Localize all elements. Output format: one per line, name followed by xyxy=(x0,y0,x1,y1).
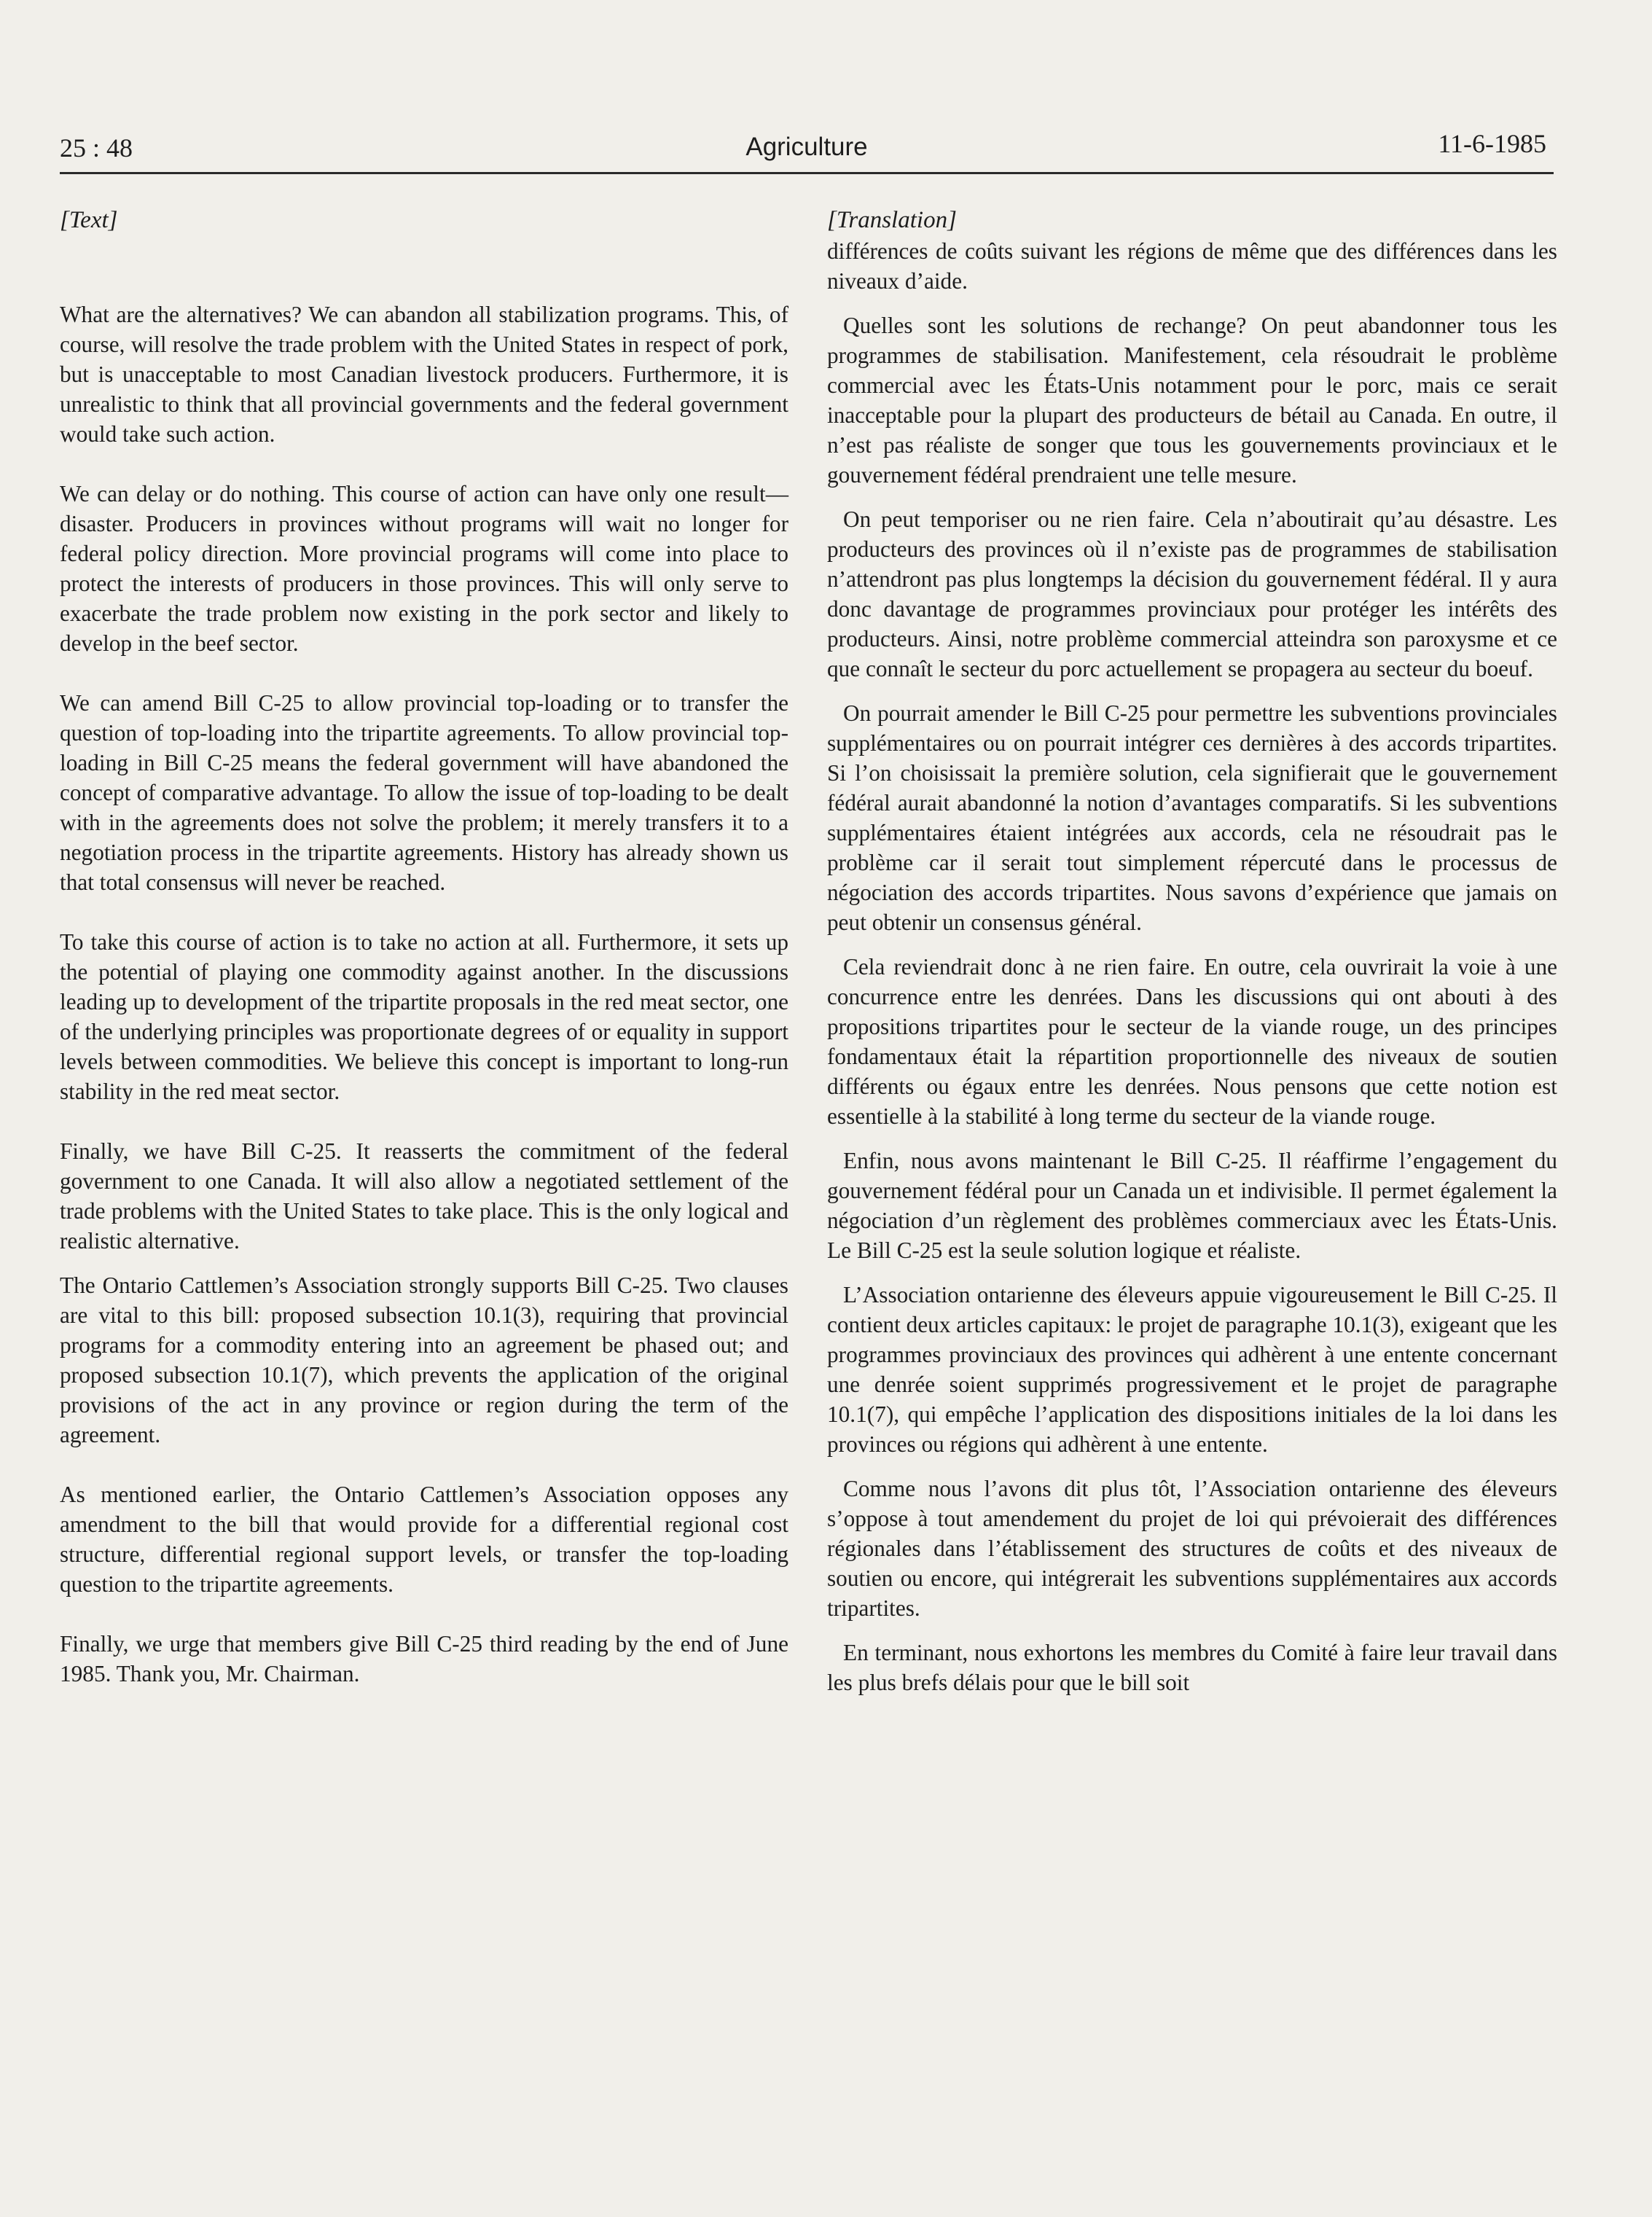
paragraph: As mentioned earlier, the Ontario Cattlemen’s Association opposes any amendment to the bill that would provide for a differential regional cost structure, differential regional support levels, or transfer the top-loading question to the tripartite agreements. xyxy=(60,1482,788,1597)
paragraph: Finally, we have Bill C-25. It reasserts the commitment of the federal government to one Canada. It will also allow a negotiated settlement of the trade problems with the United States to take place. This is the only logical and realistic alternative. xyxy=(60,1138,788,1254)
paragraph: Cela reviendrait donc à ne rien faire. En outre, cela ouvrirait la voie à une concurrence entre les denrées. Dans les discussions qui ont abouti à des propositions tripartites pour le secteur de la viande rouge, un des principes fondamentaux était la répartition proportionnelle des niveaux de soutien différents ou égaux entre les denrées. Nous pensons que cette notion est essentielle à la stabilité à long terme du secteur de la viande rouge. xyxy=(827,954,1557,1129)
page-reference: 25 : 48 xyxy=(60,133,133,163)
paragraph: Finally, we urge that members give Bill C-25 third reading by the end of June 1985. Thank you, Mr. Chairman. xyxy=(60,1631,788,1686)
paragraph: What are the alternatives? We can abandon all stabilization programs. This, of course, will resolve the trade problem with the United States in respect of pork, but is unacceptable to most Canadian livestock producers. Furthermore, it is unrealistic to think that all provincial governments and the federal government would take such action. xyxy=(60,302,788,447)
english-column xyxy=(60,204,788,1689)
paragraph: To take this course of action is to take no action at all. Furthermore, it sets up the potential of playing one commodity against another. In the discussions leading up to development of the tripartite proposals in the red meat sector, one of the underlying principles was proportionate degrees of or equality in support levels between commodities. We believe this concept is important to long-run stability in the red meat sector. xyxy=(60,929,788,1104)
page-title: Agriculture xyxy=(745,133,868,161)
text-label: [Text] xyxy=(60,207,118,233)
paragraph: En terminant, nous exhortons les membres du Comité à faire leur travail dans les plus brefs délais pour que le bill soit xyxy=(827,1640,1557,1695)
paragraph: We can delay or do nothing. This course of action can have only one result—disaster. Producers in provinces without programs will wait no longer for federal policy direction. More provincial programs will come into place to protect the interests of producers in those provinces. This will only serve to exacerbate the trade problem now existing in the pork sector and likely to develop in the beef sector. xyxy=(60,481,788,656)
translation-label: [Translation] xyxy=(827,207,957,233)
paragraph: différences de coûts suivant les régions de même que des différences dans les niveaux d’aide. xyxy=(827,238,1557,294)
paragraph: On peut temporiser ou ne rien faire. Cela n’aboutirait qu’au désastre. Les producteurs des provinces où il n’existe pas de programmes de stabilisation n’attendront pas plus longtemps la décision du gouvernement fédéral. Il y aura donc davantage de programmes provinciaux pour protéger les intérêts des producteurs. Ainsi, notre problème commercial atteindra son paroxysme et ce que connaît le secteur du porc actuellement se propagera au secteur du boeuf. xyxy=(827,507,1557,681)
paragraph: Enfin, nous avons maintenant le Bill C-25. Il réaffirme l’engagement du gouvernement fédéral pour un Canada un et indivisible. Il permet également la négociation d’un règlement des problèmes commerciaux avec les États-Unis. Le Bill C-25 est la seule solution logique et réaliste. xyxy=(827,1148,1557,1263)
paragraph: We can amend Bill C-25 to allow provincial top-loading or to transfer the question of top-loading into the tripartite agreements. To allow provincial top-loading in Bill C-25 means the federal government will have abandoned the concept of comparative advantage. To allow the issue of top-loading to be dealt with in the agreements does not solve the problem; it merely transfers it to a negotiation process in the tripartite agreements. History has already shown us that total consensus will never be reached. xyxy=(60,690,788,895)
page-header xyxy=(60,128,1554,174)
paragraph: The Ontario Cattlemen’s Association strongly supports Bill C-25. Two clauses are vital to this bill: proposed subsection 10.1(3), requiring that provincial programs for a commodity entering into an agreement be phased out; and proposed subsection 10.1(7), which prevents the application of the original provisions of the act in any province or region during the term of the agreement. xyxy=(60,1272,788,1447)
paragraph: L’Association ontarienne des éleveurs appuie vigoureusement le Bill C-25. Il contient deux articles capitaux: le projet de paragraphe 10.1(3), exigeant que les programmes provinciaux des provinces qui adhèrent à une entente concernant une denrée soient supprimés progressivement et le projet de paragraphe 10.1(7), qui empêche l’application des dispositions initiales de la loi dans les provinces ou régions qui adhèrent à une entente. xyxy=(827,1282,1557,1457)
paragraph: On pourrait amender le Bill C-25 pour permettre les subventions provinciales supplémentaires ou on pourrait intégrer ces dernières à des accords tripartites. Si l’on choisissait la première solution, cela signifierait que le gouvernement fédéral aurait abandonné la notion d’avantages comparatifs. Si les subventions supplémentaires étaient intégrées aux accords, cela ne résoudrait pas le problème car il serait tout simplement répercuté dans le processus de négociation des accords tripartites. Nous savons d’expérience que jamais on peut obtenir un consensus général. xyxy=(827,700,1557,935)
page-date: 11-6-1985 xyxy=(1438,129,1546,158)
paragraph: Quelles sont les solutions de rechange? On peut abandonner tous les programmes de stabilisation. Manifestement, cela résoudrait le problème commercial avec les États-Unis notamment pour le porc, mais ce serait inacceptable pour la plupart des producteurs de bétail au Canada. En outre, il n’est pas réaliste de songer que tous les gouvernements provinciaux et le gouvernement fédéral prendraient une telle mesure. xyxy=(827,313,1557,488)
paragraph: Comme nous l’avons dit plus tôt, l’Association ontarienne des éleveurs s’oppose à tout amendement du projet de loi qui prévoierait des différences régionales dans l’établissement des structures de coûts et des niveaux de soutien ou encore, qui intégrerait les subventions supplémentaires aux accords tripartites. xyxy=(827,1476,1557,1621)
french-column xyxy=(827,204,1557,1697)
